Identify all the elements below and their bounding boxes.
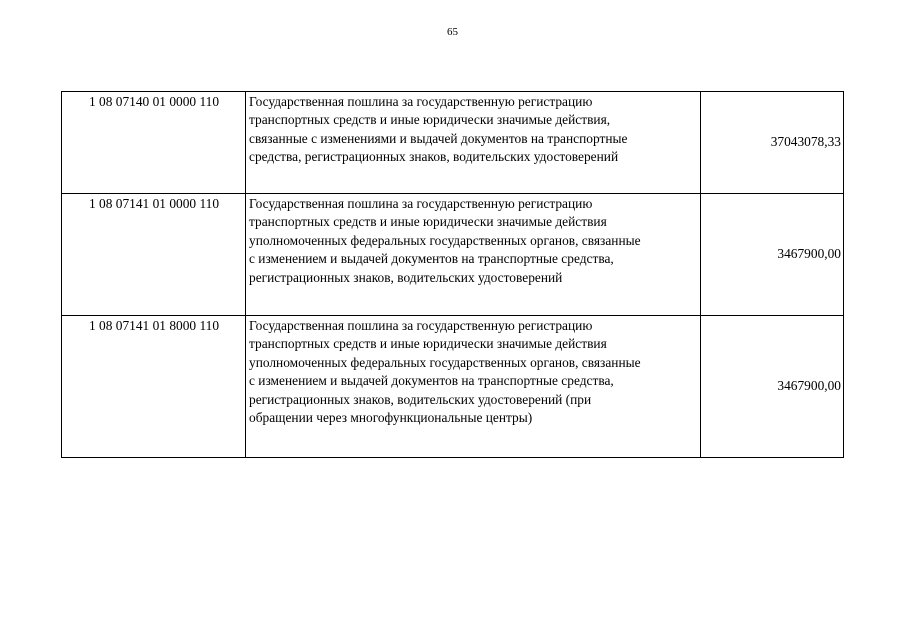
revenue-table: [61, 91, 844, 458]
revenue-name-cell: Государственная пошлина за государственную регистрацию транспортных средств и иные юридически значимые действия уполномоченных федеральных государственных органов, связанные с изменением и выдачей документов на транспортные средства, регистрационных знаков, водительских удостоверений: [246, 194, 701, 316]
amount-cell: 3467900,00: [701, 316, 844, 458]
budget-code-cell: 1 08 07141 01 8000 110: [62, 316, 246, 458]
table-row: [62, 194, 844, 316]
table-row: [62, 92, 844, 194]
budget-code-cell: 1 08 07141 01 0000 110: [62, 194, 246, 316]
revenue-name-cell: Государственная пошлина за государственную регистрацию транспортных средств и иные юридически значимые действия, связанные с изменениями и выдачей документов на транспортные средства, регистрационных знаков, водительских удостоверений: [246, 92, 701, 194]
amount-cell: 37043078,33: [701, 92, 844, 194]
revenue-name-cell: Государственная пошлина за государственную регистрацию транспортных средств и иные юридически значимые действия уполномоченных федеральных государственных органов, связанные с изменением и выдачей документов на транспортные средства, регистрационных знаков, водительских удостоверений (при обращении через многофункциональные центры): [246, 316, 701, 458]
table-row: [62, 316, 844, 458]
budget-code-cell: 1 08 07140 01 0000 110: [62, 92, 246, 194]
amount-cell: 3467900,00: [701, 194, 844, 316]
page-number: 65: [447, 26, 458, 38]
